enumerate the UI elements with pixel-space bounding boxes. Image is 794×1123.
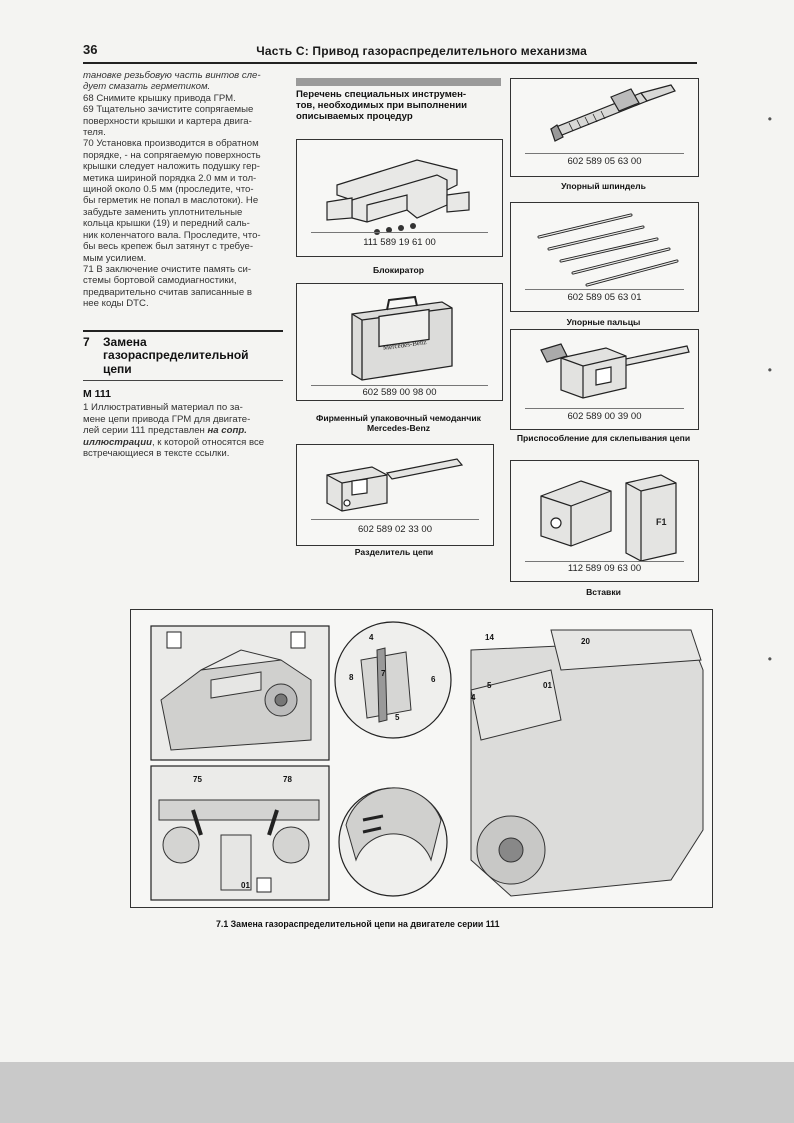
text-line: встречающиеся в тексте ссылки. bbox=[83, 448, 230, 460]
illustration-ref: на сопр. иллюстрации bbox=[83, 425, 247, 448]
callout-20: 20 bbox=[581, 637, 590, 646]
engine-illustration bbox=[131, 610, 712, 907]
tool-card-chain-separator bbox=[296, 444, 494, 546]
text-fragment: , к которой относятся все bbox=[151, 436, 265, 448]
tool-caption: Упорный шпиндель bbox=[561, 181, 646, 191]
insert-label: F1 bbox=[656, 517, 667, 527]
text-line: 1 Иллюстративный материал по за- bbox=[83, 402, 243, 414]
callout-8: 8 bbox=[349, 673, 354, 682]
text-line: крышки следует наложить подушку гер- bbox=[83, 161, 260, 173]
text-fragment: лей серии 111 представлен bbox=[83, 425, 205, 437]
tools-title-line: описываемых процедур bbox=[296, 111, 413, 122]
case-icon bbox=[297, 284, 502, 400]
text-line: мене цепи привода ГРМ для двигате- bbox=[83, 413, 251, 425]
section-number: 7 bbox=[83, 334, 90, 349]
step-68: 68 Снимите крышку привода ГРМ. bbox=[83, 92, 236, 104]
margin-mark: • bbox=[767, 652, 772, 666]
code-rule bbox=[525, 153, 684, 154]
tool-code: 602 589 00 39 00 bbox=[567, 411, 642, 422]
text-line: поверхности крышки и картера двига- bbox=[83, 115, 252, 127]
callout-78: 78 bbox=[283, 775, 292, 784]
tool-caption: Вставки bbox=[586, 587, 621, 597]
text-line: мым усилием. bbox=[83, 252, 147, 264]
tool-caption: Упорные пальцы bbox=[566, 317, 641, 327]
tool-code: 602 589 05 63 00 bbox=[567, 156, 642, 167]
code-rule bbox=[525, 561, 684, 562]
callout-14: 14 bbox=[485, 633, 494, 642]
code-rule bbox=[525, 289, 684, 290]
margin-mark: • bbox=[767, 363, 772, 377]
text-line: щиной около 0.5 мм (проследите, что- bbox=[83, 184, 254, 196]
code-rule bbox=[311, 385, 488, 386]
text-line: забудьте заменить уплотнительные bbox=[83, 206, 243, 218]
tool-code: 602 589 00 98 00 bbox=[362, 387, 437, 398]
tools-heading-bar bbox=[296, 78, 501, 86]
page-header bbox=[83, 40, 697, 64]
callout-75: 75 bbox=[193, 775, 202, 784]
text-line: метика шириной порядка 2.0 мм и тол- bbox=[83, 172, 257, 184]
tool-caption: Блокиратор bbox=[373, 265, 424, 275]
section-heading bbox=[83, 330, 283, 377]
code-rule bbox=[311, 232, 488, 233]
page-number: 36 bbox=[83, 42, 98, 57]
text-line: теля. bbox=[83, 127, 106, 139]
text-line bbox=[83, 425, 283, 448]
callout-01: 01 bbox=[241, 881, 250, 890]
tool-card-blocker bbox=[296, 139, 503, 257]
tools-heading bbox=[296, 78, 501, 122]
section-title-line: Замена bbox=[103, 334, 147, 349]
tool-code: 602 589 05 63 01 bbox=[567, 292, 642, 303]
scan-shadow bbox=[0, 1062, 794, 1123]
tool-card-case bbox=[296, 283, 503, 401]
tool-code: 112 589 09 63 00 bbox=[567, 563, 642, 574]
text-line: ник коленчатого вала. Проследите, что- bbox=[83, 229, 261, 241]
section-title-line: газораспределительной bbox=[103, 348, 249, 363]
tool-card-thrust-pins bbox=[510, 202, 699, 312]
tool-code: 111 589 19 61 00 bbox=[363, 237, 436, 248]
section-rule bbox=[83, 380, 283, 381]
text-line: 70 Установка производится в обратном bbox=[83, 138, 259, 150]
text-line: дует смазать герметиком. bbox=[83, 81, 211, 93]
text-column bbox=[83, 70, 283, 459]
callout-4: 4 bbox=[369, 633, 374, 642]
callout-7: 7 bbox=[381, 669, 386, 678]
code-rule bbox=[525, 408, 684, 409]
text-line: 71 В заключение очистите память си- bbox=[83, 263, 252, 275]
figure-caption: 7.1 Замена газораспределительной цепи на двигателе серии 111 bbox=[216, 919, 500, 929]
callout-01-right: 01 bbox=[543, 681, 552, 690]
tool-card-riveting bbox=[510, 329, 699, 430]
chapter-title: Часть С: Привод газораспределительного механизма bbox=[256, 44, 587, 58]
tool-card-inserts bbox=[510, 460, 699, 582]
tool-code: 602 589 02 33 00 bbox=[358, 524, 432, 535]
text-line: бы герметик не попал в маслотоки). Не bbox=[83, 195, 259, 207]
engine-figure bbox=[130, 609, 713, 908]
tool-caption: Разделитель цепи bbox=[354, 547, 434, 557]
text-line: бы весь крепеж был затянут с требуе- bbox=[83, 241, 254, 253]
callout-6: 6 bbox=[431, 675, 436, 684]
tools-title-line: тов, необходимых при выполнении bbox=[296, 100, 467, 111]
code-rule bbox=[311, 519, 479, 520]
text-line: нее коды DTC. bbox=[83, 298, 149, 310]
section-title-line: цепи bbox=[103, 361, 132, 376]
text-line: предварительно считав записанные в bbox=[83, 286, 252, 298]
tools-title-line: Перечень специальных инструмен- bbox=[296, 89, 467, 100]
tool-caption: Приспособление для склепывания цепи bbox=[516, 433, 691, 443]
text-line: 69 Тщательно зачистите сопрягаемые bbox=[83, 104, 254, 116]
callout-5-right: 5 bbox=[487, 681, 492, 690]
case-brand-label: Mercedes-Benz bbox=[382, 338, 428, 353]
engine-subheading: М 111 bbox=[83, 388, 112, 401]
tool-caption: Фирменный упаковочный чемоданчик Mercedes-Benz bbox=[316, 413, 481, 433]
text-line: стемы бортовой самодиагностики, bbox=[83, 275, 237, 287]
callout-4-right: 4 bbox=[471, 693, 476, 702]
margin-mark: • bbox=[767, 112, 772, 126]
callout-5: 5 bbox=[395, 713, 400, 722]
tool-card-spindle bbox=[510, 78, 699, 177]
text-line: порядке, - на сопрягаемую поверхность bbox=[83, 149, 261, 161]
text-line: кольца крышки (19) и передний саль- bbox=[83, 218, 250, 230]
text-line: тановке резьбовую часть винтов сле- bbox=[83, 70, 261, 81]
